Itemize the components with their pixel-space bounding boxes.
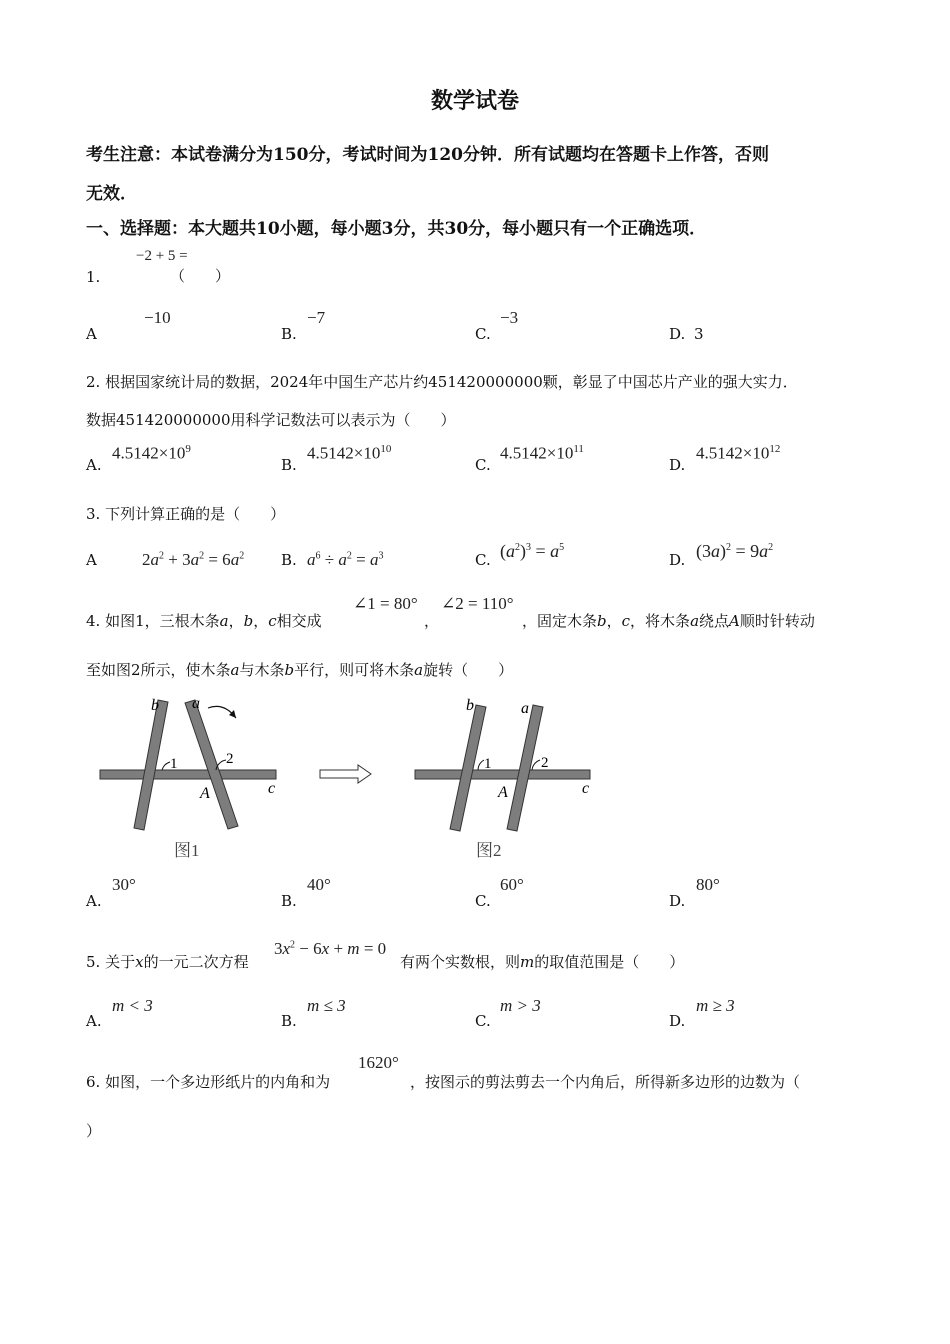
q1-option-b-label[interactable]: B. bbox=[281, 325, 297, 343]
fig2-label-b: b bbox=[466, 697, 474, 714]
q1-option-d-value: 3 bbox=[694, 325, 704, 343]
q2-option-d-value: $4.5142\times 10^{12}$ bbox=[696, 443, 781, 463]
q5-option-a-value: m < 3 bbox=[112, 996, 153, 1015]
q4-option-d-label[interactable]: D. bbox=[669, 892, 686, 910]
q3-option-c-label[interactable]: C. bbox=[475, 551, 491, 569]
fig2-label-A: A bbox=[498, 784, 508, 801]
q1-option-a-label[interactable]: A bbox=[86, 325, 97, 343]
fig1-label-c: c bbox=[268, 780, 276, 797]
q2-stem-line1: 2. 根据国家统计局的数据，2024年中国生产芯片约451420000000颗，彰显了中国芯片产业的强大实力． bbox=[86, 373, 798, 391]
q4-option-b-value: 40° bbox=[307, 875, 331, 894]
page-title: 数学试卷 bbox=[430, 88, 519, 114]
q4-angle2: ∠2 = 110° bbox=[441, 594, 514, 613]
q5-equation: $3x^2 - 6x + m = 0$ bbox=[274, 939, 387, 958]
fig1-angle1-arc bbox=[162, 762, 170, 770]
fig2-label-c: c bbox=[582, 780, 590, 797]
fig1-stick-b bbox=[134, 700, 168, 830]
q5-option-d-label[interactable]: D. bbox=[669, 1012, 686, 1030]
q6-angle: 1620° bbox=[358, 1053, 399, 1072]
q5-option-d-value: m ≥ 3 bbox=[696, 996, 735, 1015]
q4-option-b-label[interactable]: B. bbox=[281, 892, 297, 910]
q5-option-c-label[interactable]: C. bbox=[475, 1012, 491, 1030]
q4-stem-line2: 至如图2所示，使木条a与木条b平行，则可将木条a旋转（ ） bbox=[86, 661, 514, 679]
q3-option-b-label[interactable]: B. bbox=[281, 551, 297, 569]
q1-expression: −2 + 5 = bbox=[136, 248, 188, 264]
fig1-label-A: A bbox=[200, 785, 210, 802]
q4-comma: ， bbox=[424, 612, 440, 630]
fig1-label-a: a bbox=[192, 695, 200, 712]
fig1-stick-c bbox=[100, 770, 276, 779]
notice-line2: 无效． bbox=[86, 184, 137, 204]
q6-stem-line2: ） bbox=[86, 1122, 102, 1140]
notice-line1: 考生注意：本试卷满分为150分，考试时间为120分钟．所有试题均在答题卡上作答，否则 bbox=[86, 145, 769, 165]
q1-option-a-value: −10 bbox=[144, 308, 171, 327]
fig2-label-2: 2 bbox=[541, 755, 549, 771]
fig1-rotation-arrow bbox=[208, 706, 236, 718]
q2-option-d-label[interactable]: D. bbox=[669, 456, 686, 474]
q5-option-a-label[interactable]: A. bbox=[86, 1012, 102, 1030]
transition-arrow-icon bbox=[320, 765, 371, 783]
q4-stem-line1: 4. 如图1，三根木条a，b，c相交成 bbox=[86, 612, 322, 630]
q5-stem-head: 5. 关于x的一元二次方程 bbox=[86, 953, 249, 971]
q2-option-a-label[interactable]: A. bbox=[86, 456, 102, 474]
q2-option-b-label[interactable]: B. bbox=[281, 456, 297, 474]
fig1-caption: 图1 bbox=[174, 841, 200, 860]
fig2-label-a: a bbox=[521, 700, 529, 717]
q3-option-a-label[interactable]: A bbox=[86, 551, 97, 569]
q3-option-c-value: $(a^2)^3 = a^5$ bbox=[500, 541, 565, 561]
q2-option-a-value: $4.5142\times 10^9$ bbox=[112, 443, 191, 463]
q4-stem-line1-tail: ，固定木条b，c，将木条a绕点A顺时针转动 bbox=[522, 612, 815, 630]
q3-option-d-label[interactable]: D. bbox=[669, 551, 686, 569]
fig2-stick-a bbox=[507, 705, 543, 831]
q1-option-c-value: −3 bbox=[500, 308, 519, 327]
q3-option-a-value: $2a^2 + 3a^2 = 6a^2$ bbox=[142, 550, 245, 569]
q5-option-b-label[interactable]: B. bbox=[281, 1012, 297, 1030]
figure-1 bbox=[100, 695, 276, 860]
section-heading-choice: 一、选择题：本大题共10小题，每小题3分，共30分，每小题只有一个正确选项． bbox=[86, 219, 707, 239]
q4-option-a-label[interactable]: A. bbox=[86, 892, 102, 910]
fig2-label-1: 1 bbox=[484, 756, 492, 772]
q4-option-c-label[interactable]: C. bbox=[475, 892, 491, 910]
q2-option-c-value: $4.5142\times 10^{11}$ bbox=[500, 443, 584, 463]
q2-stem-line2: 数据451420000000用科学记数法可以表示为（ ） bbox=[86, 411, 456, 429]
q4-option-a-value: 30° bbox=[112, 875, 136, 894]
figure-2 bbox=[415, 697, 590, 860]
q3-stem: 3. 下列计算正确的是（ ） bbox=[86, 505, 286, 523]
q6-stem-head: 6. 如图，一个多边形纸片的内角和为 bbox=[86, 1073, 331, 1091]
q6-stem-tail: ，按图示的剪法剪去一个内角后，所得新多边形的边数为（ bbox=[410, 1073, 801, 1091]
fig2-caption: 图2 bbox=[476, 841, 502, 860]
q2-option-b-value: $4.5142\times 10^{10}$ bbox=[307, 443, 392, 463]
q1-number: 1. bbox=[86, 268, 101, 286]
q1-option-c-label[interactable]: C. bbox=[475, 325, 491, 343]
q1-option-b-value: −7 bbox=[307, 308, 326, 327]
q1-paren: （ ） bbox=[170, 267, 231, 285]
fig1-label-2: 2 bbox=[226, 751, 234, 767]
fig2-angle2-arc bbox=[532, 760, 540, 770]
q1-option-d-label[interactable]: D. bbox=[669, 325, 686, 343]
q3-option-d-value: $(3a)^2 = 9a^2$ bbox=[696, 541, 774, 561]
q5-option-c-value: m > 3 bbox=[500, 996, 541, 1015]
q4-angle1: ∠1 = 80° bbox=[353, 594, 418, 613]
fig2-stick-b bbox=[450, 705, 486, 831]
q2-option-c-label[interactable]: C. bbox=[475, 456, 491, 474]
q4-figures bbox=[96, 690, 616, 870]
q3-option-b-value: $a^6 \div a^2 = a^3$ bbox=[307, 550, 384, 569]
q4-option-c-value: 60° bbox=[500, 875, 524, 894]
q5-option-b-value: m ≤ 3 bbox=[307, 996, 346, 1015]
fig1-label-b: b bbox=[151, 697, 159, 714]
fig1-label-1: 1 bbox=[170, 756, 178, 772]
q5-stem-tail: 有两个实数根，则m的取值范围是（ ） bbox=[400, 953, 685, 971]
fig2-stick-c bbox=[415, 770, 590, 779]
q4-option-d-value: 80° bbox=[696, 875, 720, 894]
